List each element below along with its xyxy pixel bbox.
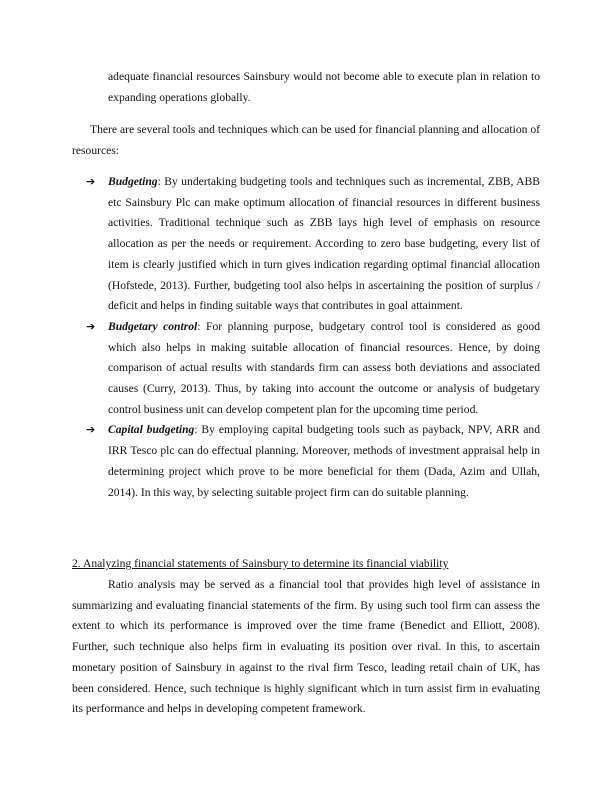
bullet-term: Budgeting: [108, 175, 158, 188]
bullet-term: Capital budgeting: [108, 423, 195, 437]
arrow-bullet-icon: ➔: [86, 423, 96, 437]
bullet-budgetary-control: [72, 317, 540, 421]
tools-bullet-list: [72, 172, 540, 503]
intro-paragraph: adequate financial resources Sainsbury would not become able to execute plan in relation to expanding operations globally.: [108, 70, 540, 104]
bullet-capital-budgeting: [72, 420, 540, 503]
bullet-budgeting: [72, 172, 540, 317]
section-heading: 2. Analyzing financial statements of Sainsbury to determine its financial viability: [72, 557, 449, 570]
bullet-term: Budgetary control: [108, 319, 198, 333]
ratio-analysis-paragraph: Ratio analysis may be served as a financial tool that provides high level of assistance in summarizing and evaluating financial statements of the firm. By using such tool firm can assess the extent to which its performance is improved over the time frame (Benedict and Elliott, 2008). Further, such technique also helps firm in evaluating its position over rival. In this, to ascertain monetary position of Sainsbury in against to the rival firm Tesco, leading retail chain of UK, has been considered. Hence, such technique is highly significant which in turn assist firm in evaluating its performance and helps in developing competent framework.: [72, 578, 540, 716]
bullet-text: : By employing capital budgeting tools such as payback, NPV, ARR and IRR Tesco plc can do effectual planning. Moreover, methods of investment appraisal help in determining project which prove to be more beneficial for them (Dada, Azim and Ullah, 2014). In this way, by selecting suitable project firm can do suitable planning.: [108, 423, 540, 499]
arrow-bullet-icon: ➔: [86, 319, 96, 333]
tools-paragraph: There are several tools and techniques which can be used for financial planning and allocation of resources:: [72, 123, 540, 157]
bullet-text: : By undertaking budgeting tools and techniques such as incremental, ZBB, ABB etc Sainsbury Plc can make optimum allocation of financial resources in different business activities. Traditional technique such as ZBB lays high level of emphasis on resource allocation as per the needs or requirement. According to zero base budgeting, every list of item is clearly justified which in turn gives indication regarding optimal financial allocation (Hofstede, 2013). Further, budgeting tool also helps in ascertaining the position of surplus / deficit and helps in finding suitable ways that contributes in goal attainment.: [108, 175, 540, 313]
arrow-bullet-icon: ➔: [86, 175, 96, 188]
bullet-text: : For planning purpose, budgetary control tool is considered as good which also helps in making suitable allocation of financial resources. Hence, by doing comparison of actual results with standards firm can assess both deviations and associated causes (Curry, 2013). Thus, by taking into account the outcome or analysis of budgetary control business unit can develop competent plan for the upcoming time period.: [108, 319, 540, 416]
